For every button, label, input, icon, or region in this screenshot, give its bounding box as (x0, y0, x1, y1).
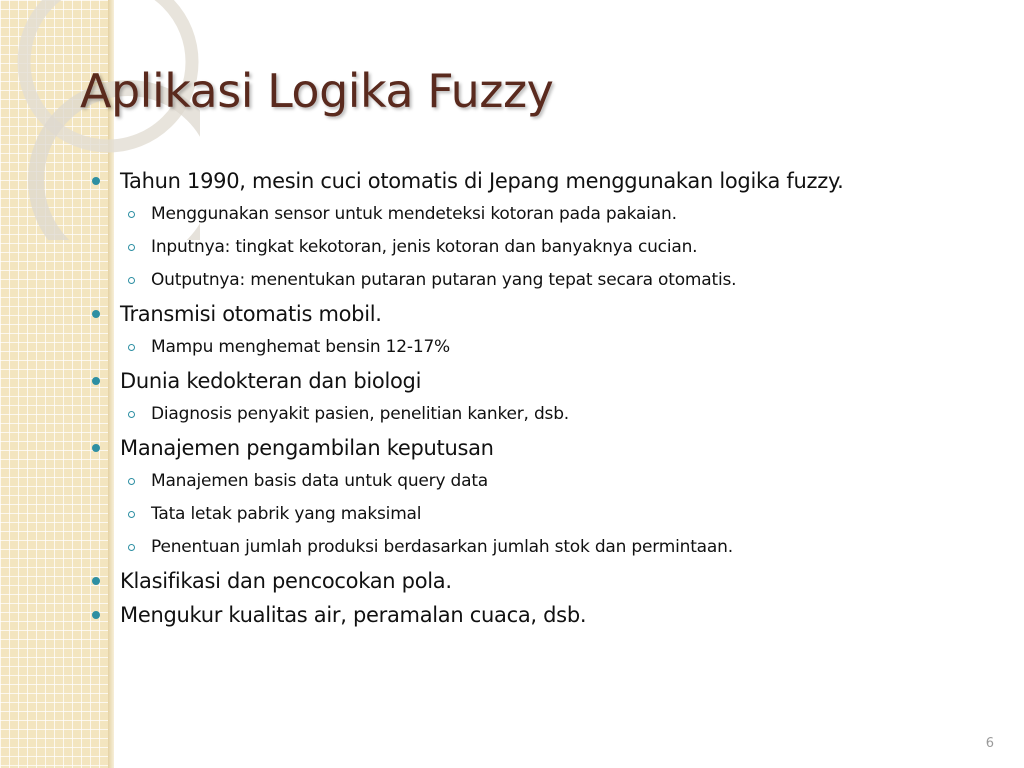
page-number: 6 (985, 736, 994, 751)
sub-bullet-text: Inputnya: tingkat kekotoran, jenis kotoran dan banyaknya cucian. (151, 237, 698, 257)
bullet-text: Tahun 1990, mesin cuci otomatis di Jepang menggunakan logika fuzzy. (120, 169, 844, 193)
bullet-item (92, 431, 992, 465)
sub-bullet-item (92, 498, 992, 531)
sub-bullet-item (92, 398, 992, 431)
sub-bullet-item (92, 264, 992, 297)
sub-bullet-item (92, 331, 992, 364)
bullet-item (92, 564, 992, 598)
bullet-text: Dunia kedokteran dan biologi (120, 369, 422, 393)
sub-bullet-item (92, 198, 992, 231)
sub-bullet-text: Menggunakan sensor untuk mendeteksi kotoran pada pakaian. (151, 204, 677, 224)
bullet-list (92, 164, 992, 632)
bullet-dot-icon (92, 377, 100, 385)
sub-bullet-text: Penentuan jumlah produksi berdasarkan jumlah stok dan permintaan. (151, 537, 733, 557)
sub-bullet-item (92, 231, 992, 264)
bullet-item (92, 364, 992, 398)
bullet-dot-icon (92, 444, 100, 452)
bullet-dot-icon (92, 177, 100, 185)
bullet-text: Transmisi otomatis mobil. (120, 302, 382, 326)
sub-bullet-ring-icon (128, 411, 135, 418)
sub-bullet-ring-icon (128, 344, 135, 351)
sub-bullet-item (92, 465, 992, 498)
bullet-item (92, 297, 992, 331)
sub-bullet-ring-icon (128, 511, 135, 518)
bullet-dot-icon (92, 577, 100, 585)
bullet-dot-icon (92, 611, 100, 619)
sub-bullet-text: Manajemen basis data untuk query data (151, 471, 489, 491)
bullet-text: Klasifikasi dan pencocokan pola. (120, 569, 452, 593)
sub-bullet-ring-icon (128, 244, 135, 251)
sub-bullet-ring-icon (128, 478, 135, 485)
bullet-text: Manajemen pengambilan keputusan (120, 436, 494, 460)
sub-bullet-ring-icon (128, 544, 135, 551)
bullet-dot-icon (92, 310, 100, 318)
sub-bullet-text: Mampu menghemat bensin 12-17% (151, 337, 451, 357)
bullet-item (92, 598, 992, 632)
sub-bullet-text: Tata letak pabrik yang maksimal (151, 504, 422, 524)
sub-bullet-text: Diagnosis penyakit pasien, penelitian kanker, dsb. (151, 404, 569, 424)
bullet-item (92, 164, 992, 198)
sub-bullet-item (92, 531, 992, 564)
sub-bullet-text: Outputnya: menentukan putaran putaran yang tepat secara otomatis. (151, 270, 737, 290)
sub-bullet-ring-icon (128, 277, 135, 284)
sub-bullet-ring-icon (128, 211, 135, 218)
slide-title: Aplikasi Logika Fuzzy (80, 64, 554, 118)
bullet-text: Mengukur kualitas air, peramalan cuaca, dsb. (120, 603, 587, 627)
